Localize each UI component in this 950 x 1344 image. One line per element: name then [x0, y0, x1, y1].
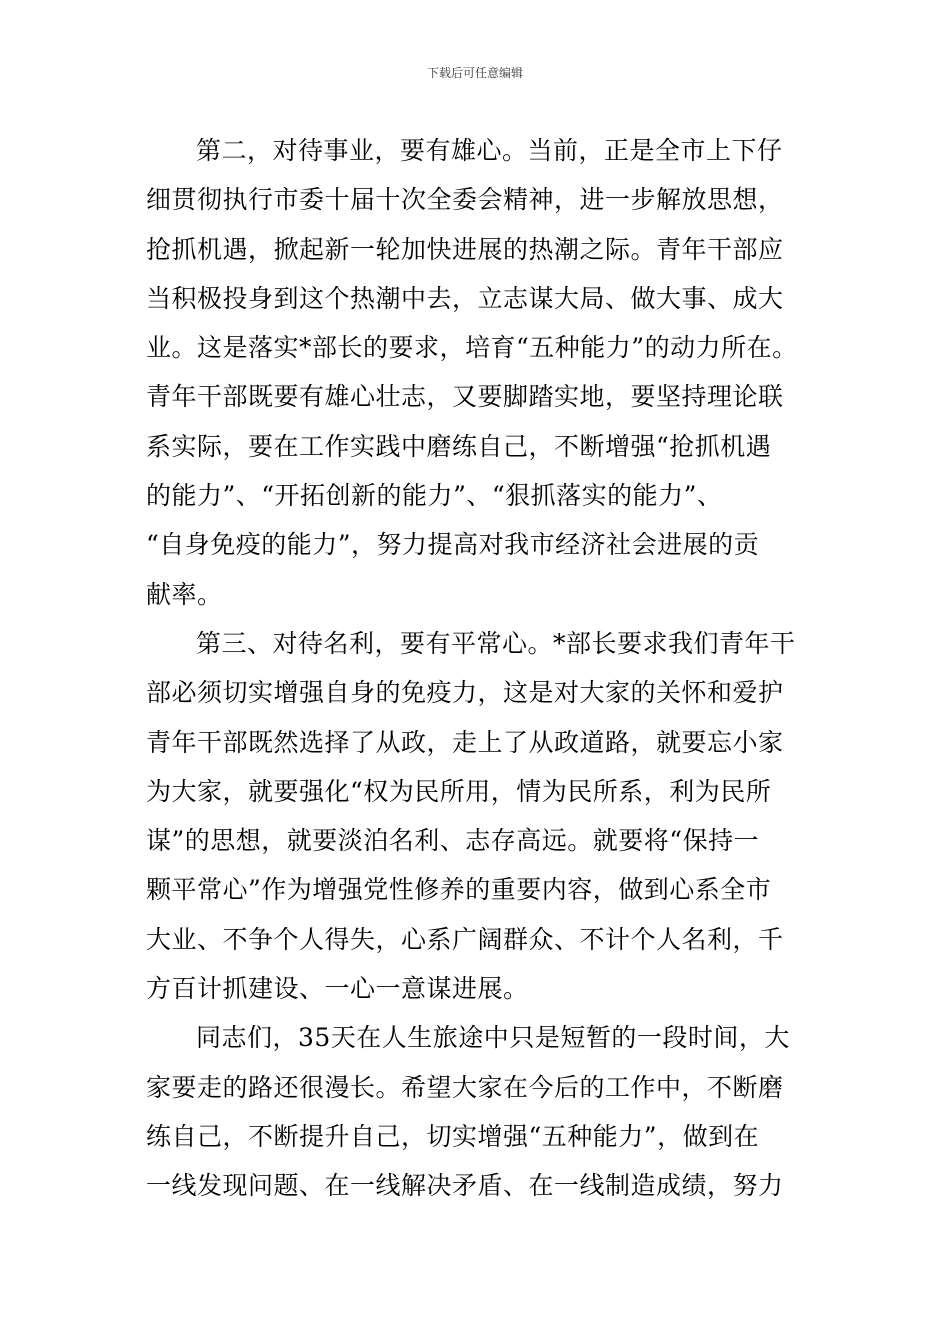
- text-line: 第三、对待名利，要有平常心。*部长要求我们青年干: [196, 628, 796, 658]
- text-line: 抢抓机遇，掀起新一轮加快进展的热潮之际。青年干部应: [146, 234, 784, 264]
- text-line: 业。这是落实*部长的要求，培育“五种能力”的动力所在。: [146, 333, 798, 363]
- text-line: 颗平常心”作为增强党性修养的重要内容，做到心系全市: [146, 875, 772, 905]
- paragraph-career-ambition: [146, 126, 826, 619]
- text-line: 一线发现问题、在一线解决矛盾、在一线制造成绩，努力: [146, 1171, 784, 1201]
- text-line: “自身免疫的能力”，努力提高对我市经济社会进展的贡: [146, 530, 760, 560]
- text-line: 谋”的思想，就要淡泊名利、志存高远。就要将“保持一: [146, 826, 760, 856]
- text-line: 部必须切实增强自身的免疫力，这是对大家的关怀和爱护: [146, 678, 784, 708]
- text-line: 当积极投身到这个热潮中去，立志谋大局、做大事、成大: [146, 283, 784, 313]
- text-line: 的能力”、“开拓创新的能力”、“狠抓落实的能力”、: [146, 481, 723, 511]
- text-line: 青年干部既要有雄心壮志，又要脚踏实地，要坚持理论联: [146, 382, 784, 412]
- text-line: 家要走的路还很漫长。希望大家在今后的工作中，不断磨: [146, 1072, 784, 1102]
- text-line: 第二，对待事业，要有雄心。当前，正是全市上下仔: [196, 136, 783, 165]
- text-line: 细贯彻执行市委十届十次全委会精神，进一步解放思想，: [146, 185, 784, 215]
- document-body: [146, 126, 826, 1211]
- text-line: 大业、不争个人得失，心系广阔群众、不计个人名利，千: [146, 924, 784, 954]
- text-line: 方百计抓建设、一心一意谋进展。: [146, 974, 529, 1004]
- text-line: 同志们，35天在人生旅途中只是短暂的一段时间，大: [196, 1023, 790, 1053]
- text-line: 献率。: [146, 579, 223, 609]
- text-line: 青年干部既然选择了从政，走上了从政道路，就要忘小家: [146, 727, 784, 757]
- text-line: 系实际，要在工作实践中磨练自己，不断增强“抢抓机遇: [146, 431, 772, 461]
- page-header: 下载后可任意编辑: [426, 66, 523, 80]
- text-line: 为大家，就要强化“权为民所用，情为民所系，利为民所: [146, 776, 772, 806]
- paragraph-closing-remarks: [146, 1013, 826, 1210]
- paragraph-fame-and-gain: [146, 619, 826, 1013]
- text-line: 练自己，不断提升自己，切实增强“五种能力”，做到在: [146, 1121, 760, 1151]
